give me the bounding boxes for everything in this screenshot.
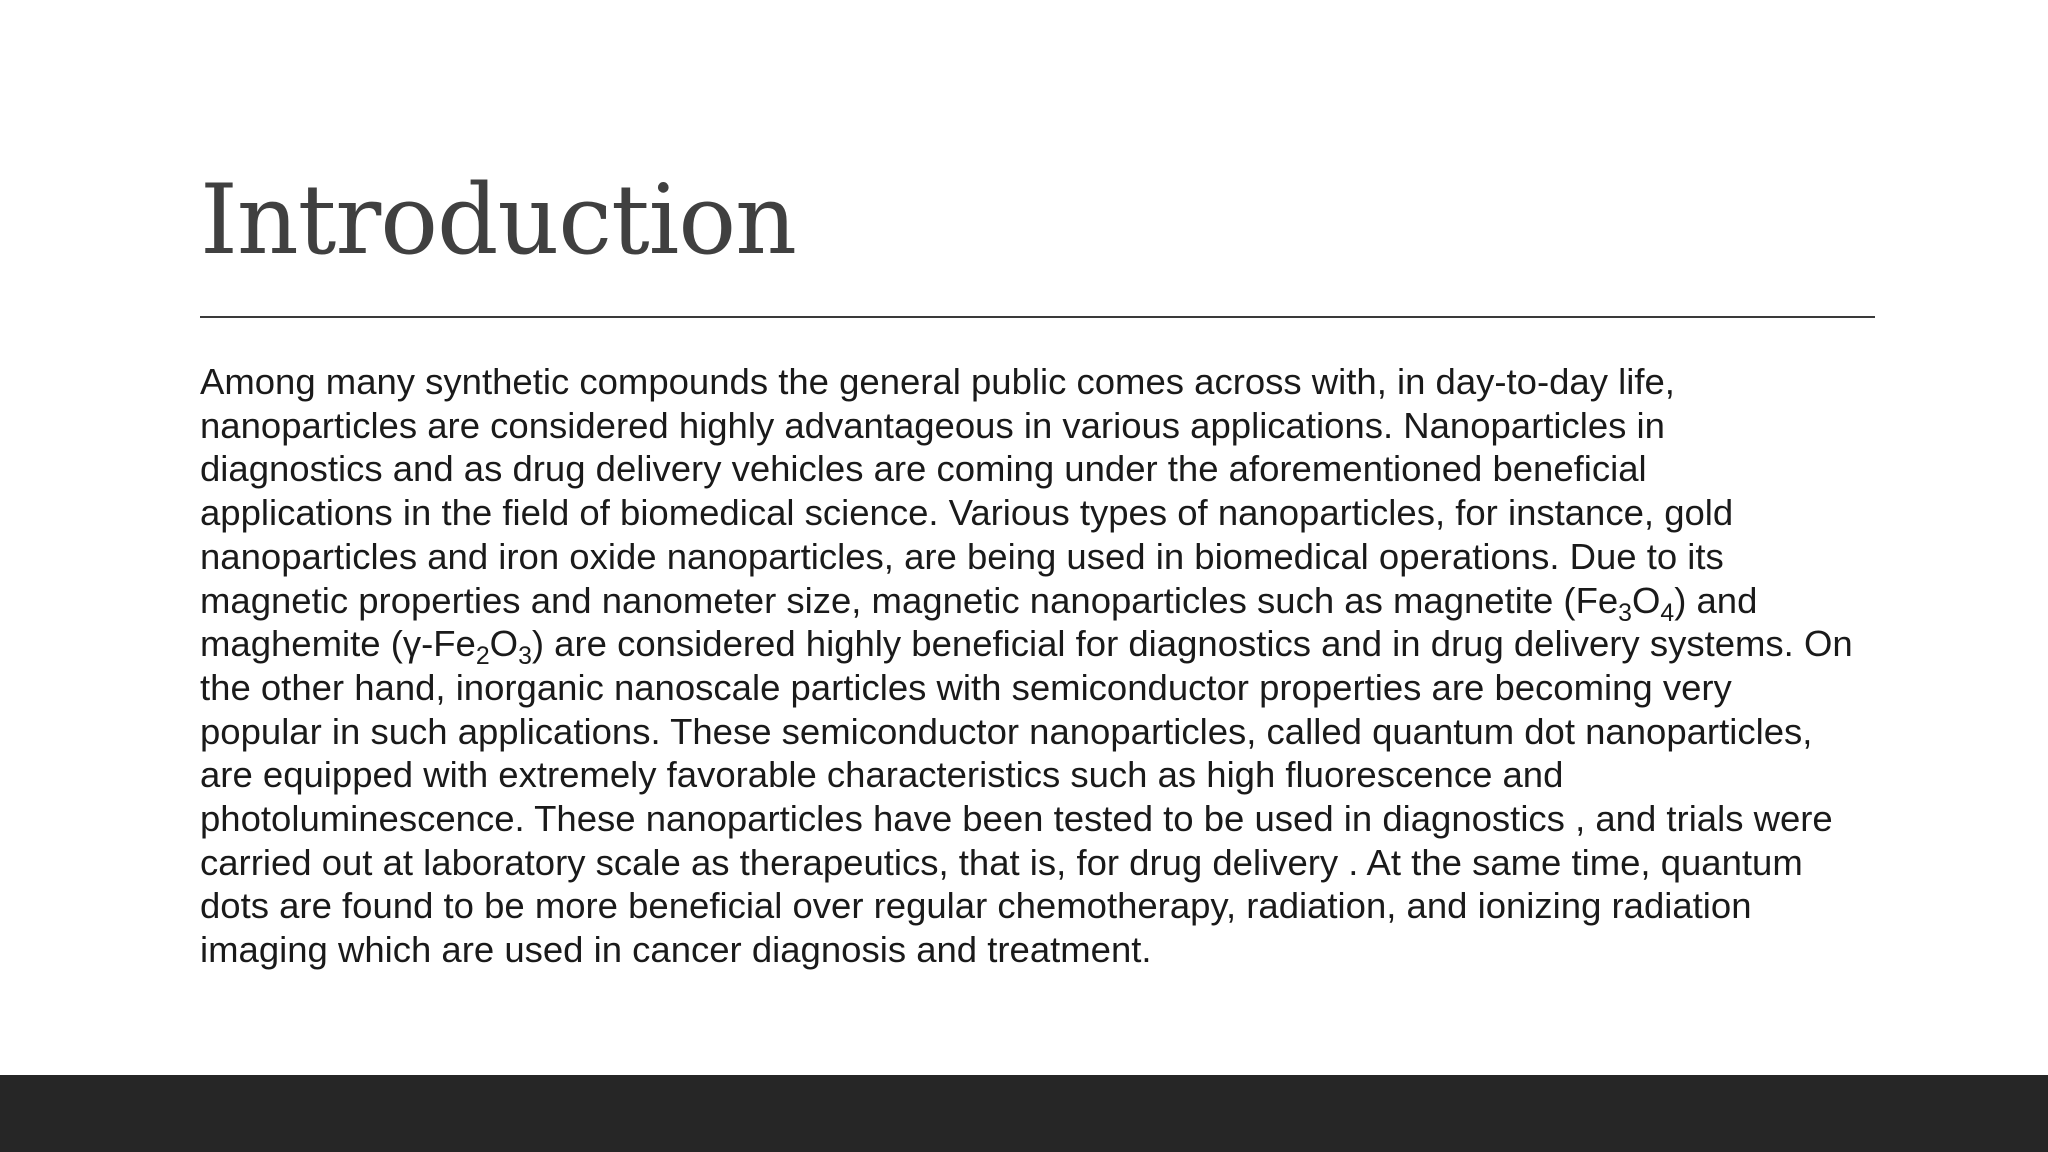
body-paragraph: [200, 360, 1900, 972]
paragraph-line: are equipped with extremely favorable characteristics such as high fluorescence and: [200, 754, 1564, 796]
paragraph-line-magnetite: [200, 579, 1900, 627]
line-text: O: [489, 623, 519, 665]
paragraph-line: dots are found to be more beneficial over regular chemotherapy, radiation, and ionizing radiation: [200, 885, 1752, 927]
subscript: 3: [518, 643, 532, 671]
line-text: ) and: [1674, 579, 1758, 621]
paragraph-line: the other hand, inorganic nanoscale particles with semiconductor properties are becoming very: [200, 666, 1732, 708]
paragraph-line: Among many synthetic compounds the general public comes across with, in day-to-day life,: [200, 361, 1675, 402]
paragraph-line: diagnostics and as drug delivery vehicles are coming under the aforementioned beneficial: [200, 448, 1647, 490]
footer-bar: [0, 1075, 2048, 1152]
title-divider: [200, 316, 1875, 318]
subscript: 2: [475, 643, 490, 671]
paragraph-line: applications in the field of biomedical science. Various types of nanoparticles, for instance, gold: [200, 492, 1734, 534]
paragraph-line: nanoparticles and iron oxide nanoparticles, are being used in biomedical operations. Due to its: [200, 535, 1724, 577]
line-text: ) are considered highly beneficial for diagnostics and in drug delivery systems. On: [531, 623, 1853, 665]
line-text: maghemite (γ-Fe: [200, 623, 476, 665]
paragraph-line: photoluminescence. These nanoparticles have been tested to be used in diagnostics , and trials were: [200, 798, 1833, 840]
line-text: O: [1631, 579, 1661, 621]
paragraph-line: popular in such applications. These semiconductor nanoparticles, called quantum dot nanoparticles,: [200, 710, 1813, 752]
paragraph-line: nanoparticles are considered highly advantageous in various applications. Nanoparticles in: [200, 404, 1665, 446]
paragraph-line: imaging which are used in cancer diagnosis and treatment.: [200, 929, 1152, 971]
slide-title: Introduction: [200, 164, 796, 276]
subscript: 4: [1660, 599, 1675, 627]
paragraph-line-maghemite: [200, 622, 1900, 671]
paragraph-line: carried out at laboratory scale as therapeutics, that is, for drug delivery . At the same time, quantum: [200, 841, 1803, 883]
subscript: 3: [1618, 599, 1632, 627]
line-text: magnetic properties and nanometer size, magnetic nanoparticles such as magnetite (Fe: [200, 579, 1619, 621]
